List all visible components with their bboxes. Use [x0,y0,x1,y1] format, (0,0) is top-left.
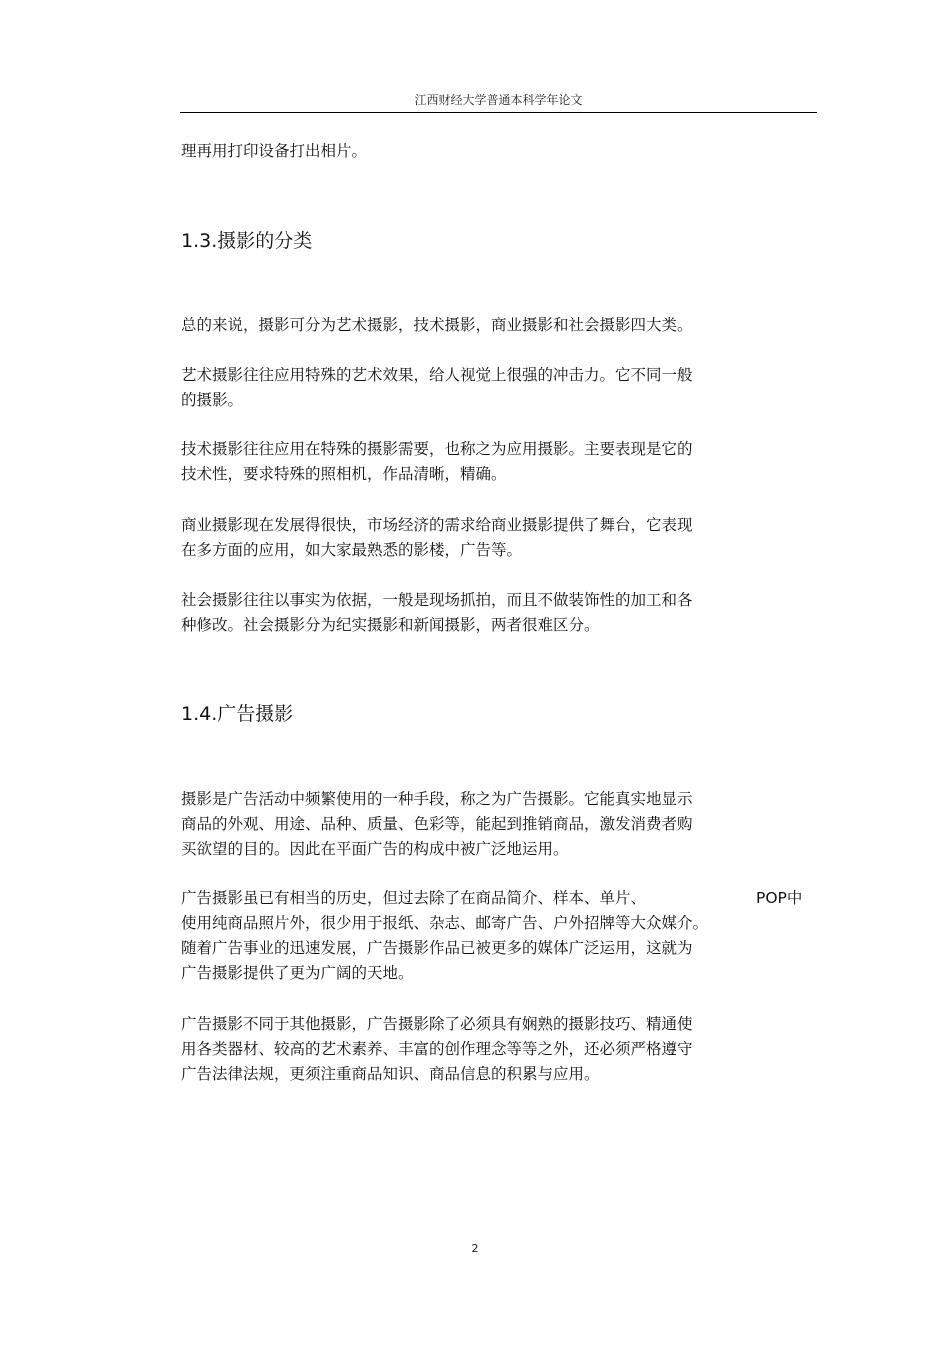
paragraph-line: 总的来说，摄影可分为艺术摄影，技术摄影，商业摄影和社会摄影四大类。 [181,316,693,334]
page-number: 2 [471,1242,479,1255]
paragraph-line: 在多方面的应用，如大家最熟悉的影楼，广告等。 [181,541,523,559]
paragraph-line: 买欲望的目的。因此在平面广告的构成中被广泛地运用。 [181,840,569,858]
paragraph-line: 使用纯商品照片外，很少用于报纸、杂志、邮寄广告、户外招牌等大众媒介。 [181,914,709,932]
paragraph-line: 用各类器材、较高的艺术素养、丰富的创作理念等等之外，还必须严格遵守 [181,1040,693,1058]
paragraph-line: 的摄影。 [181,391,244,409]
paragraph-line: 广告摄影虽已有相当的历史，但过去除了在商品简介、样本、单片、 [181,889,647,907]
header-divider [180,112,817,113]
paragraph-line: 商业摄影现在发展得很快，市场经济的需求给商业摄影提供了舞台，它表现 [181,516,693,534]
paragraph-line: 艺术摄影往往应用特殊的艺术效果，给人视觉上很强的冲击力。它不同一般 [181,366,693,384]
paragraph-line: 广告法律法规，更须注重商品知识、商品信息的积累与应用。 [181,1065,600,1083]
paragraph-line: 技术摄影往往应用在特殊的摄影需要，也称之为应用摄影。主要表现是它的 [181,440,693,458]
paragraph-line: 种修改。社会摄影分为纪实摄影和新闻摄影，两者很难区分。 [181,616,600,634]
paragraph-line: 广告摄影提供了更为广阔的天地。 [181,964,414,982]
paragraph-line: 技术性，要求特殊的照相机，作品清晰，精确。 [181,465,507,483]
paragraph-line: 随着广告事业的迅速发展，广告摄影作品已被更多的媒体广泛运用，这就为 [181,939,693,957]
continuation-text: 理再用打印设备打出相片。 [181,142,368,160]
page-header-title: 江西财经大学普通本科学年论文 [414,93,583,107]
section-heading-1-4: 1.4.广告摄影 [181,703,294,725]
paragraph-line: 摄影是广告活动中频繁使用的一种手段，称之为广告摄影。它能真实地显示 [181,790,693,808]
paragraph-line: 商品的外观、用途、品种、质量、色彩等，能起到推销商品，激发消费者购 [181,815,693,833]
paragraph-line: 社会摄影往往以事实为依据，一般是现场抓拍，而且不做装饰性的加工和各 [181,591,693,609]
paragraph-line-pop: POP中 [756,889,803,907]
section-heading-1-3: 1.3.摄影的分类 [181,230,313,252]
paragraph-line: 广告摄影不同于其他摄影，广告摄影除了必须具有娴熟的摄影技巧、精通使 [181,1015,693,1033]
